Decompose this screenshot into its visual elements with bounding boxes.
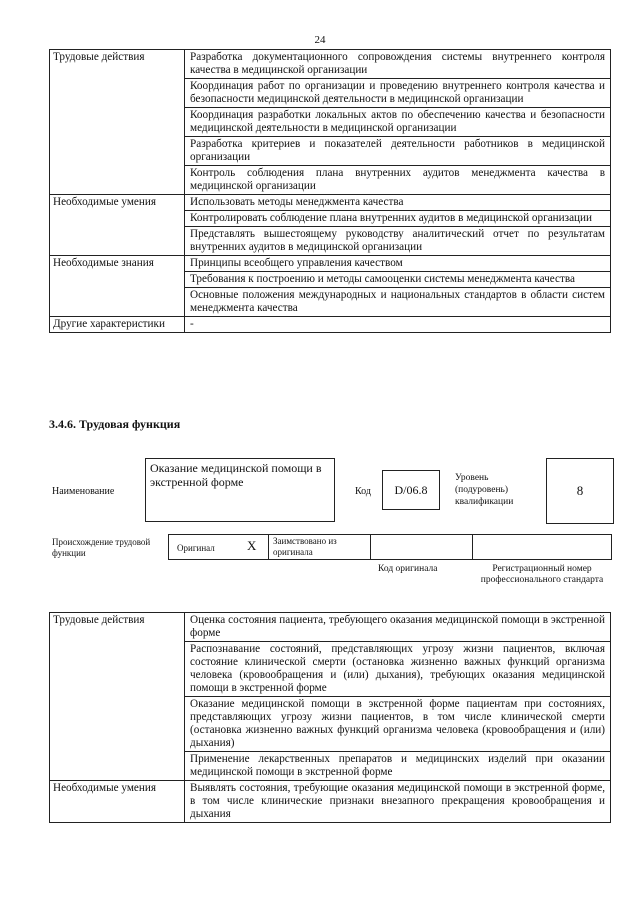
code-original-label: Код оригинала	[378, 564, 438, 574]
row-item: Разработка документационного сопровождения системы внутреннего контроля качества в медицинской организации	[185, 50, 611, 79]
origin-label: Происхождение трудовой функции	[52, 537, 151, 558]
row-item: Выявлять состояния, требующие оказания медицинской помощи в экстренной форме, в том числе клинические признаки внезапного прекращения кровообращения и дыхания	[185, 781, 611, 823]
row-label: Необходимые знания	[50, 256, 185, 317]
table-row	[50, 50, 611, 79]
original-cell	[168, 534, 268, 560]
row-label: Необходимые умения	[50, 781, 185, 823]
row-label: Трудовые действия	[50, 50, 185, 195]
table-row	[50, 317, 611, 333]
row-item: Требования к построению и методы самооценки системы менеджмента качества	[185, 272, 611, 288]
row-item: -	[185, 317, 611, 333]
requirements-table-2	[49, 612, 611, 823]
table-row	[50, 781, 611, 823]
row-item: Принципы всеобщего управления качеством	[185, 256, 611, 272]
row-item: Координация разработки локальных актов по обеспечению качества и безопасности медицинской деятельности в медицинской организации	[185, 108, 611, 137]
level-value: 8	[546, 458, 614, 524]
table-row	[50, 613, 611, 642]
row-item: Оценка состояния пациента, требующего оказания медицинской помощи в экстренной форме	[185, 613, 611, 642]
code-original-cell	[370, 534, 472, 560]
row-item: Контроль соблюдения плана внутренних аудитов менеджмента качества в медицинской организации	[185, 166, 611, 195]
reg-number-label: Регистрационный номер профессионального стандарта	[480, 564, 604, 585]
row-label: Другие характеристики	[50, 317, 185, 333]
row-item: Распознавание состояний, представляющих угрозу жизни пациентов, включая состояние клинической смерти (остановка жизненно важных функций организма человека (кровообращения и (или) дыхания), требующих оказания медицинской помощи в экстренной форме	[185, 642, 611, 697]
name-label: Наименование	[52, 486, 115, 497]
code-value: D/06.8	[382, 470, 440, 510]
original-mark: X	[247, 538, 257, 553]
borrowed-label: Заимствовано из оригинала	[273, 536, 337, 557]
row-item: Разработка критериев и показателей деятельности работников в медицинской организации	[185, 137, 611, 166]
origin-table	[168, 534, 612, 560]
borrowed-cell	[268, 534, 370, 560]
row-item: Представлять вышестоящему руководству аналитический отчет по результатам внутренних аудитов в медицинской организации	[185, 227, 611, 256]
section-heading: 3.4.6. Трудовая функция	[49, 417, 181, 431]
row-item: Применение лекарственных препаратов и медицинских изделий при оказании медицинской помощи в экстренной форме	[185, 752, 611, 781]
row-label: Трудовые действия	[50, 613, 185, 781]
function-name-value: Оказание медицинской помощи в экстренной форме	[145, 458, 335, 522]
level-label: Уровень (подуровень) квалификации	[455, 473, 514, 507]
row-label: Необходимые умения	[50, 195, 185, 256]
page-number: 24	[314, 34, 326, 46]
code-label: Код	[355, 486, 371, 497]
requirements-table-1	[49, 49, 611, 333]
row-item: Основные положения международных и национальных стандартов в области систем менеджмента качества	[185, 288, 611, 317]
reg-number-cell	[472, 534, 612, 560]
row-item: Оказание медицинской помощи в экстренной форме пациентам при состояниях, представляющих угрозу жизни пациентов, в том числе клинической смерти (остановка жизненно важных функций организма человека (кровообращения и (или) дыхания)	[185, 697, 611, 752]
original-label: Оригинал	[177, 543, 215, 553]
row-item: Координация работ по организации и проведению внутреннего контроля качества и безопасности медицинской деятельности в медицинской организации	[185, 79, 611, 108]
table-row	[50, 195, 611, 211]
table-row	[50, 256, 611, 272]
row-item: Использовать методы менеджмента качества	[185, 195, 611, 211]
row-item: Контролировать соблюдение плана внутренних аудитов в медицинской организации	[185, 211, 611, 227]
